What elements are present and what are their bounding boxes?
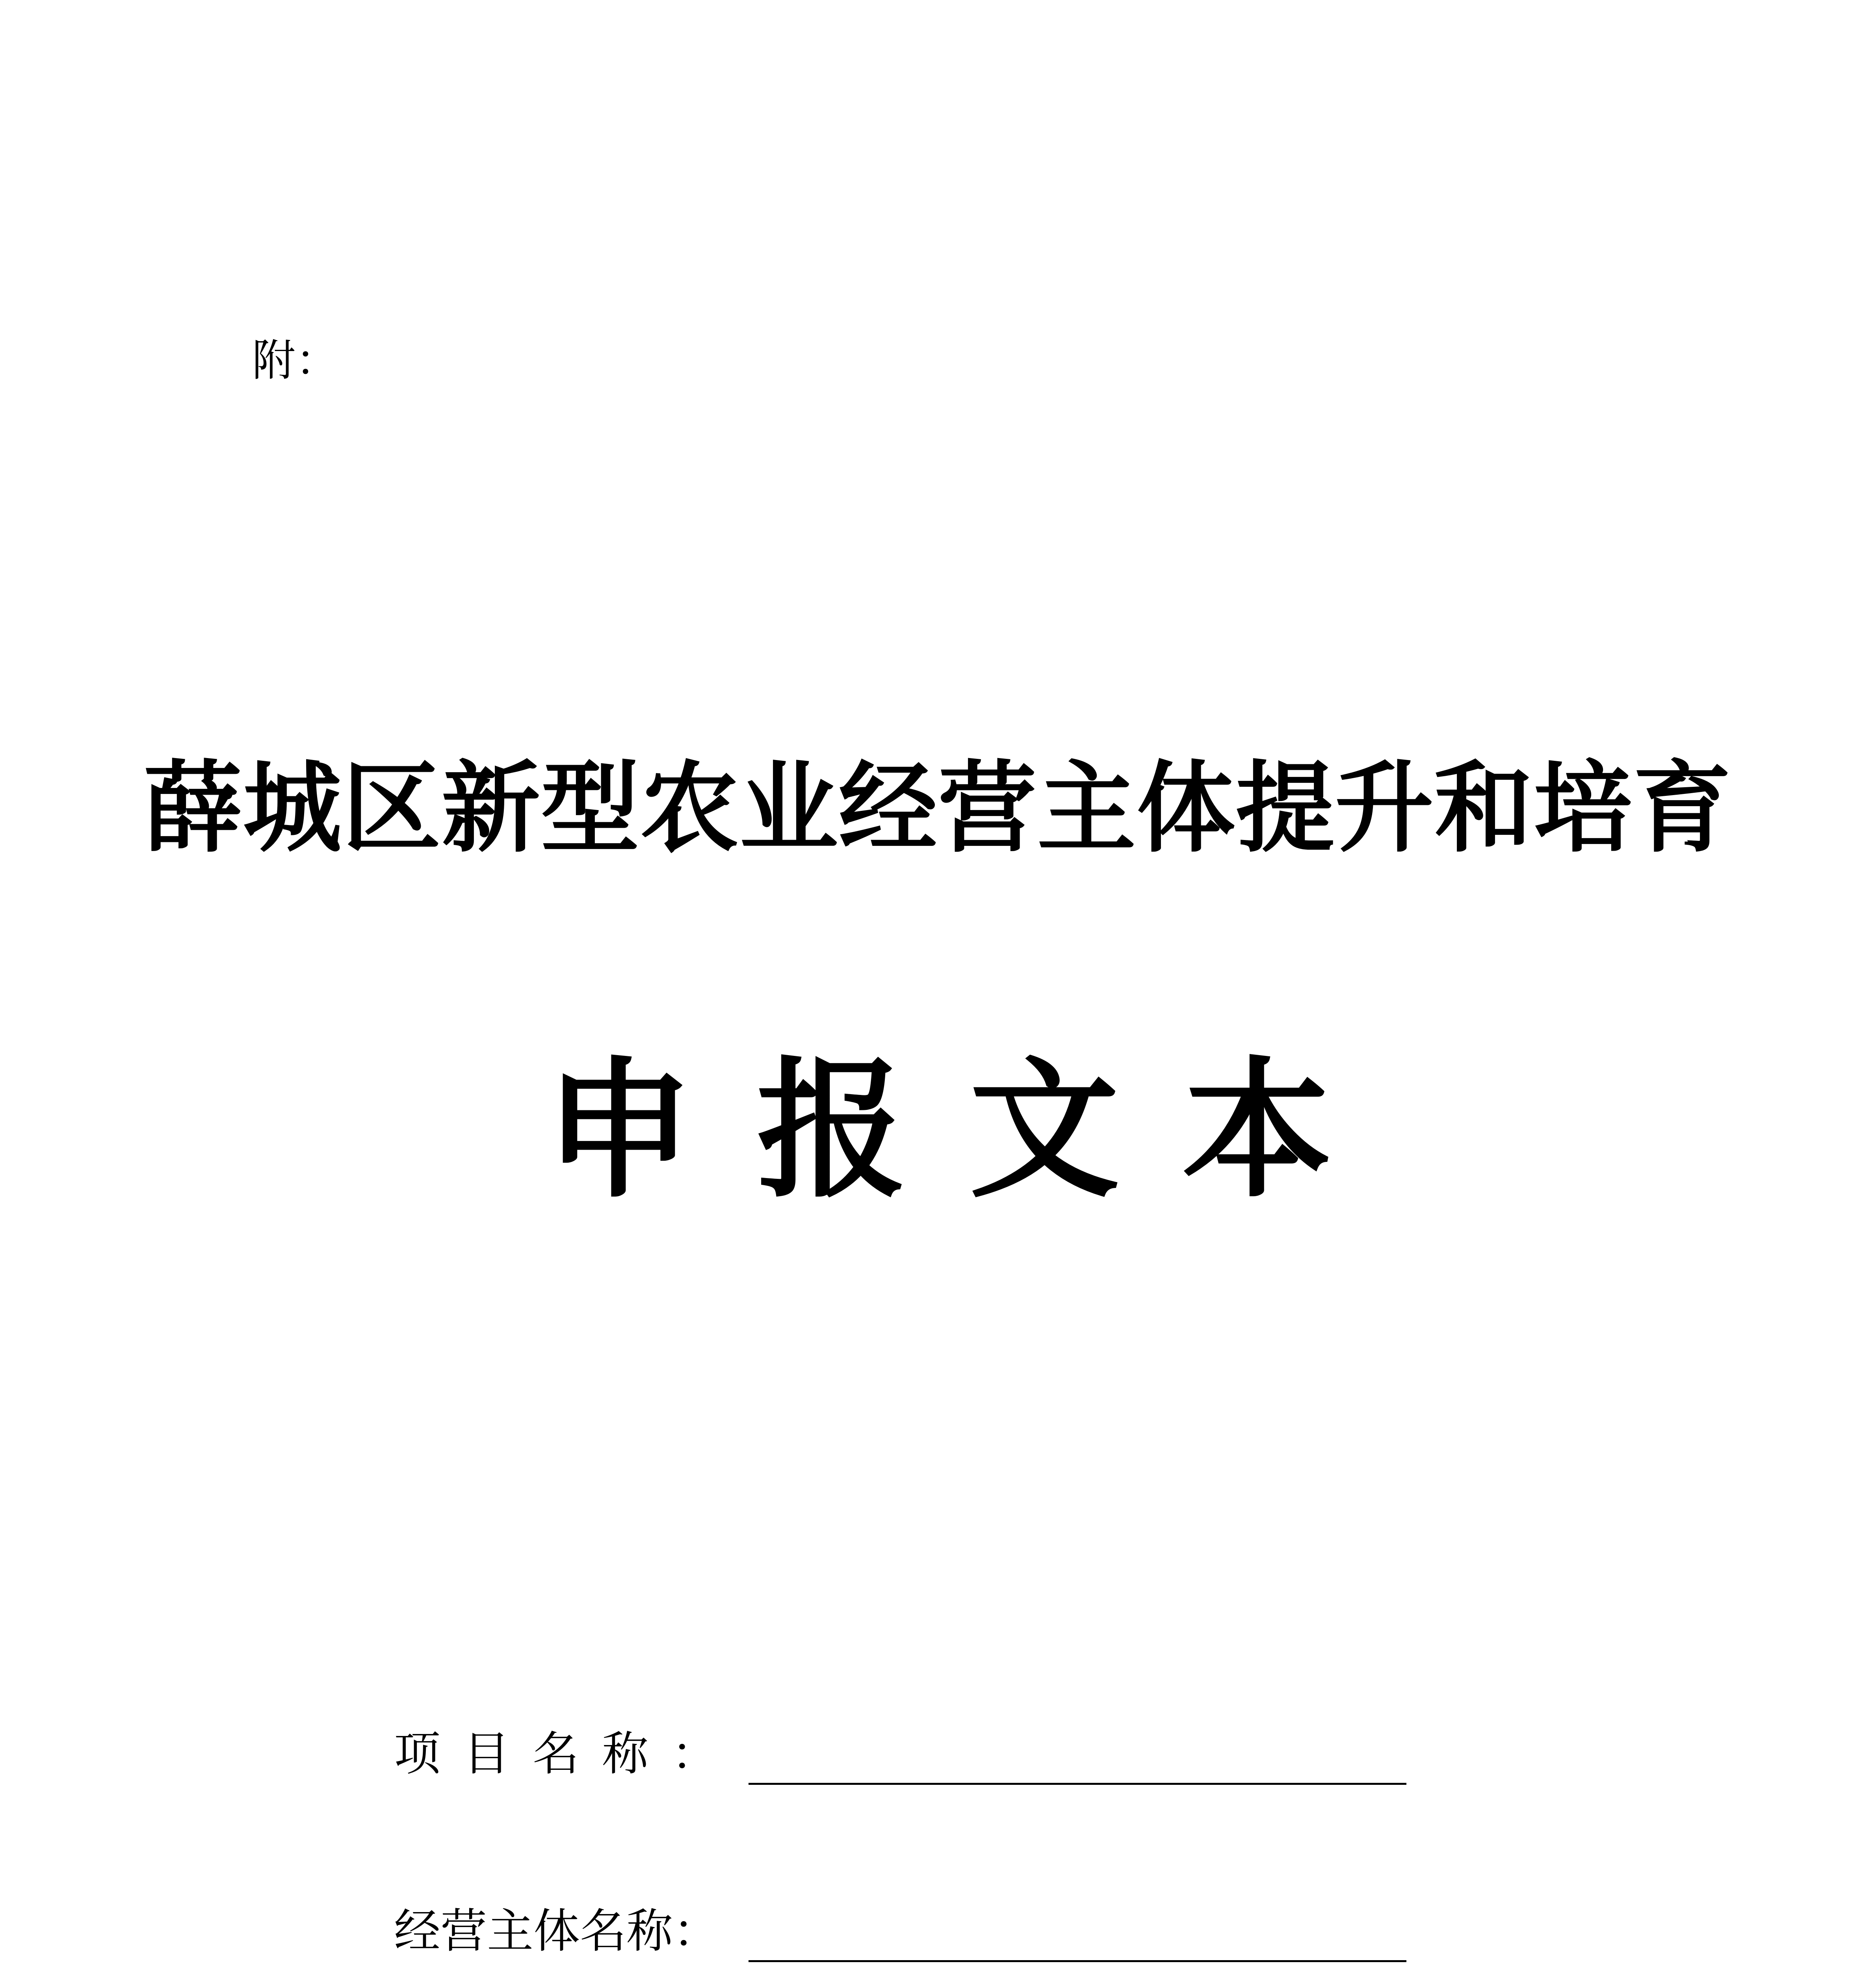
- entity-name-input-line[interactable]: [749, 1960, 1406, 1962]
- attachment-label: 附：: [252, 335, 339, 386]
- document-title: 薛城区新型农业经营主体提升和培育: [144, 750, 1732, 866]
- entity-name-label: 经营主体名称：: [394, 1904, 720, 1958]
- document-subtitle: 申报文本: [544, 1042, 1395, 1218]
- project-name-input-line[interactable]: [749, 1783, 1406, 1785]
- project-name-label: 项目名称：: [394, 1727, 741, 1781]
- project-name-field: [394, 1714, 749, 1781]
- entity-name-field: [394, 1891, 749, 1958]
